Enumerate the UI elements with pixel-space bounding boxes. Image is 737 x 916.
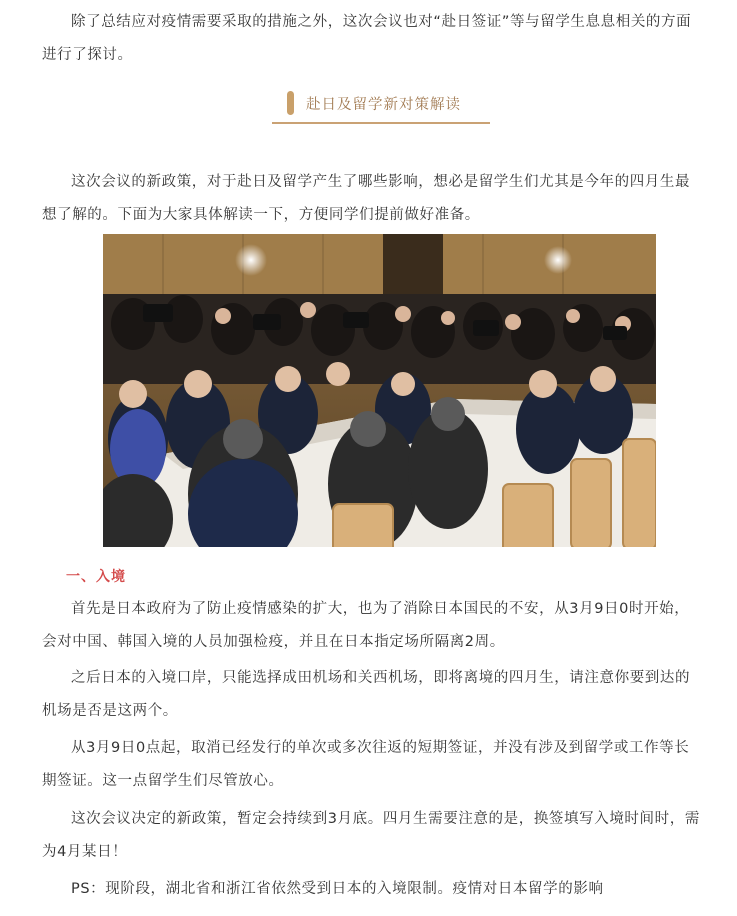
paragraph-1: 首先是日本政府为了防止疫情感染的扩大，也为了消除日本国民的不安，从3月9日0时开始，会对中国、韩国入境的人员加强检疫，并且在日本指定场所隔离2周。 [42,601,690,650]
paragraph-3: 从3月9日0点起，取消已经发行的单次或多次往返的短期签证，并没有涉及到留学或工作等长期签证。这一点留学生们尽管放心。 [42,740,690,789]
heading-entry: 一、入境 [66,569,126,585]
section-header [272,84,490,128]
section-underline [272,122,490,124]
intro-paragraph: 除了总结应对疫情需要采取的措施之外，这次会议也对“赴日签证”等与留学生息息相关的方面进行了探讨。 [42,14,692,63]
paragraph-2: 之后日本的入境口岸，只能选择成田机场和关西机场，即将离境的四月生，请注意你要到达的机场是否是这两个。 [42,670,691,719]
section-title: 赴日及留学新对策解读 [306,97,461,113]
impact-paragraph: 这次会议的新政策，对于赴日及留学产生了哪些影响，想必是留学生们尤其是今年的四月生最想了解的。下面为大家具体解读一下，方便同学们提前做好准备。 [42,174,691,223]
paragraph-ps: PS：现阶段，湖北省和浙江省依然受到日本的入境限制。疫情对日本留学的影响 [71,881,604,897]
meeting-photo [103,234,656,547]
paragraph-4: 这次会议决定的新政策，暂定会持续到3月底。四月生需要注意的是，换签填写入境时间时，需为4月某日！ [42,811,700,860]
section-marker-icon [287,91,294,115]
